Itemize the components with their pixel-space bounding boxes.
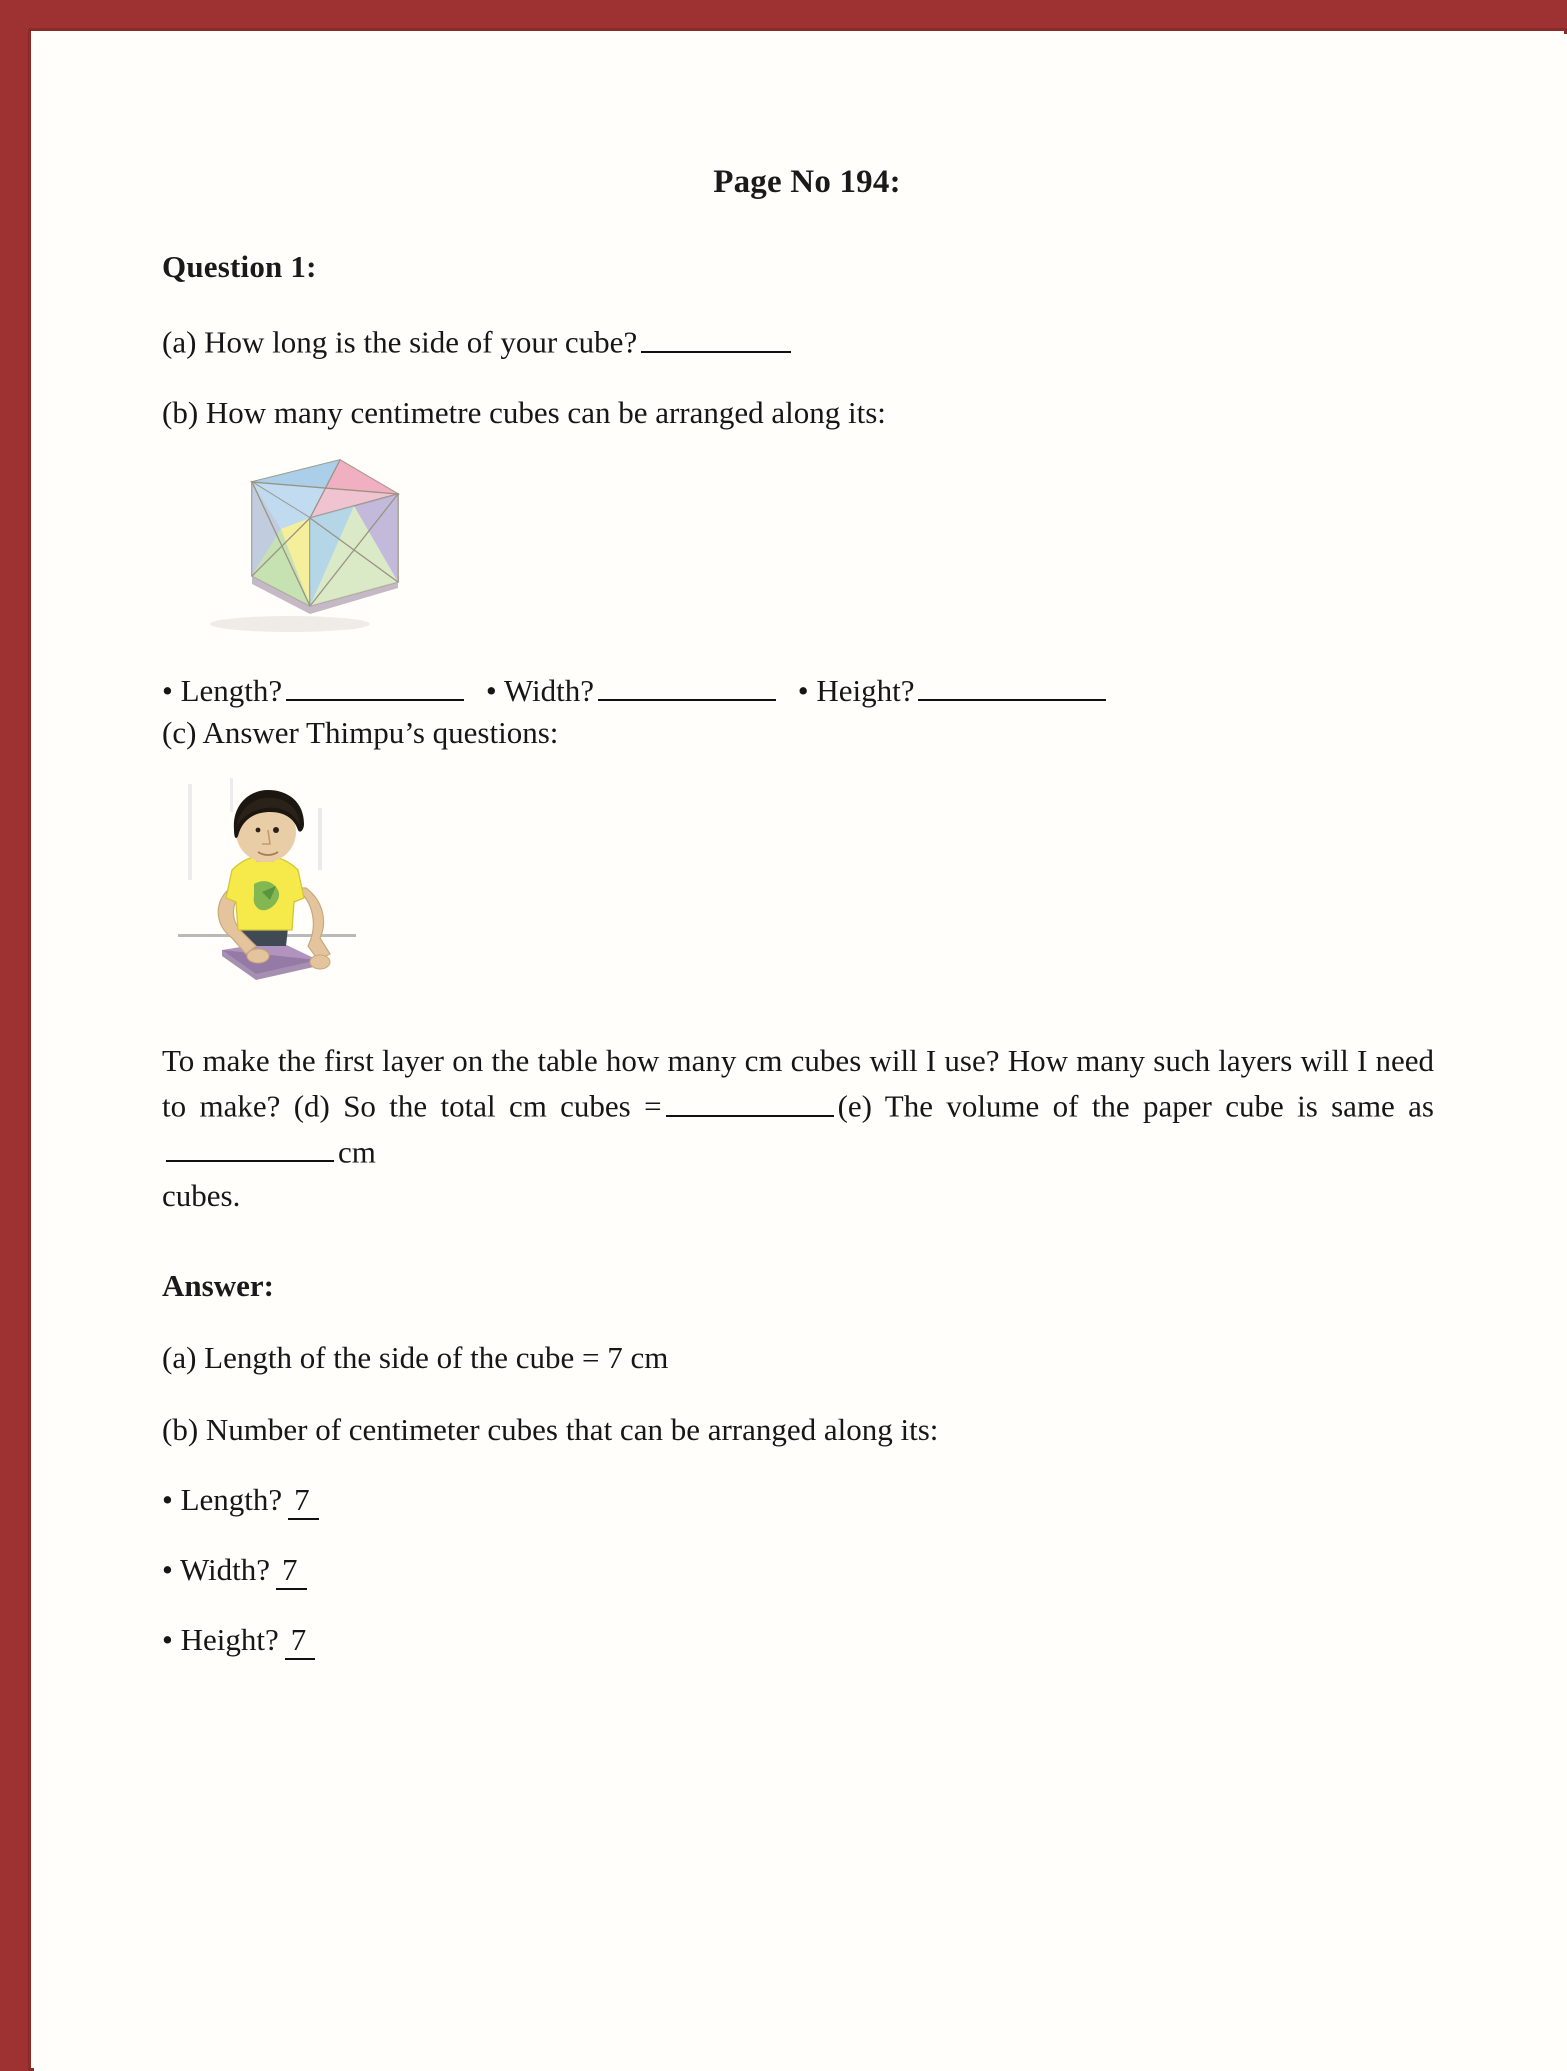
question-part-c: (c) Answer Thimpu’s questions: [162,715,559,751]
answer-bullet-width-value: 7 [276,1552,307,1590]
bullet-height [798,673,1111,708]
question-part-b: (b) How many centimetre cubes can be arranged along its: [162,395,886,431]
question-heading: Question 1: [162,249,317,284]
question-bullets-row [162,638,1452,710]
answer-bullet-length-label: • Length? [162,1482,283,1518]
thimpu-boy-illustration [170,778,360,1003]
bullet-width [486,673,780,708]
page-title: Page No 194: [713,164,901,200]
question-paragraph-text-2: (e) The volume of the paper cube is same as [837,1088,1434,1124]
answer-blank-length[interactable] [286,668,464,702]
answer-bullet-length [162,1448,1452,1518]
paper-cube-svg [190,448,405,638]
bullet-length-label: • Length? [162,673,283,709]
answer-bullet-length-value: 7 [288,1482,319,1520]
bullet-height-label: • Height? [797,673,915,709]
question-paragraph [162,1003,1434,1218]
answer-part-a: (a) Length of the side of the cube = 7 cm [162,1340,669,1376]
answer-blank-total-cubes[interactable] [666,1083,834,1117]
question-paragraph-text-4: cubes. [162,1178,241,1214]
answer-blank-volume[interactable] [166,1129,334,1163]
answer-part-b: (b) Number of centimeter cubes that can be arranged along its: [162,1412,939,1448]
answer-heading: Answer: [162,1268,274,1304]
bullet-width-label: • Width? [485,673,594,709]
question-paragraph-text-3: cm [338,1134,376,1170]
question-paragraph-text-1: To make the first layer on the table how many cm cubes will I use? How many such layers will I need to make? (d) So the total cm cubes = [162,1042,1434,1124]
paper-cube-illustration [190,448,405,638]
thimpu-boy-svg [170,778,360,1003]
answer-blank-width[interactable] [598,668,776,702]
document-content [162,34,1452,2071]
document-sheet [34,34,1567,2071]
question-part-a-text: (a) How long is the side of your cube? [162,324,638,360]
bullet-length [162,673,468,708]
answer-bullet-width [162,1518,1452,1588]
answer-bullet-height-label: • Height? [162,1622,279,1658]
answer-bullet-width-label: • Width? [162,1552,271,1588]
answer-bullet-height-value: 7 [285,1622,316,1660]
answer-blank-height[interactable] [918,668,1106,702]
page-inner-border [28,28,1567,2071]
answer-blank-side-length[interactable] [641,319,791,353]
question-part-a [162,285,1452,361]
answer-bullet-height [162,1588,1452,1658]
